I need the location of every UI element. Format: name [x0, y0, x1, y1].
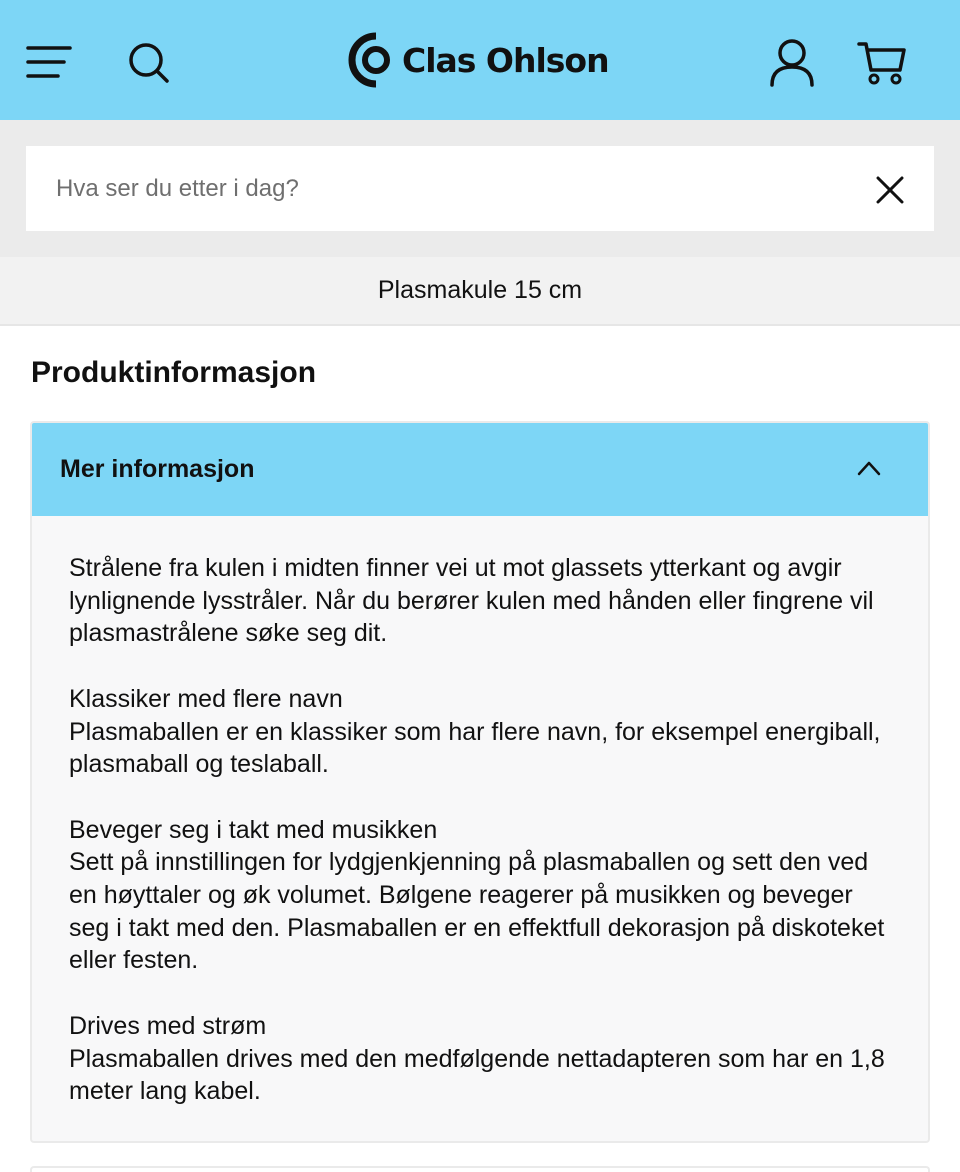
paragraph-title: Beveger seg i takt med musikken: [69, 815, 438, 844]
shopping-cart-icon: [856, 40, 908, 86]
hamburger-menu-icon: [26, 40, 72, 80]
account-button[interactable]: [766, 38, 818, 88]
accordion-title: Mer informasjon: [60, 455, 255, 483]
close-icon: [874, 174, 906, 206]
paragraph-title: Klassiker med flere navn: [69, 684, 343, 713]
menu-button[interactable]: [26, 40, 72, 80]
clas-ohlson-logo-icon: [346, 31, 396, 89]
more-info-accordion: [30, 421, 930, 1143]
paragraph-text: Plasmaballen er en klassiker som har flere navn, for eksempel energiball, plasmaball og teslaball.: [69, 717, 881, 779]
cart-button[interactable]: [856, 40, 908, 86]
product-name-bar: [0, 257, 960, 326]
search-button[interactable]: [126, 40, 172, 86]
brand-name: Clas Ohlson: [402, 40, 609, 80]
info-paragraph: [69, 683, 899, 781]
paragraph-text: Plasmaballen drives med den medfølgende nettadapteren som har en 1,8 meter lang kabel.: [69, 1044, 885, 1106]
brand-logo[interactable]: [346, 30, 609, 90]
clear-search-button[interactable]: [874, 174, 906, 206]
search-area: [0, 120, 960, 257]
search-input[interactable]: [26, 146, 866, 231]
paragraph-text: Strålene fra kulen i midten finner vei ut mot glassets ytterkant og avgir lynlignende lysstråler. Når du berører kulen med hånden eller fingrene vil plasmastrålene søke seg dit.: [69, 554, 874, 648]
info-paragraph: [69, 814, 899, 978]
chevron-up-icon: [856, 459, 882, 477]
top-header: [0, 0, 960, 120]
search-box: [26, 146, 934, 231]
paragraph-text: Sett på innstillingen for lydgjenkjenning på plasmaballen og sett den ved en høyttaler og øk volumet. Bølgene reagerer på musikken og beveger seg i takt med den. Plasmaballen er en effektfull dekorasjon på diskoteket eller festen.: [69, 848, 885, 975]
info-paragraph: [69, 1010, 899, 1108]
paragraph-title: Drives med strøm: [69, 1011, 267, 1040]
search-icon: [126, 40, 172, 86]
section-title: Produktinformasjon: [31, 356, 317, 389]
accordion-body: [69, 552, 899, 1141]
product-name: Plasmakule 15 cm: [377, 276, 583, 304]
next-accordion-edge: [30, 1166, 930, 1172]
info-paragraph: [69, 552, 899, 650]
accordion-header[interactable]: [32, 423, 928, 516]
user-icon: [766, 38, 818, 88]
